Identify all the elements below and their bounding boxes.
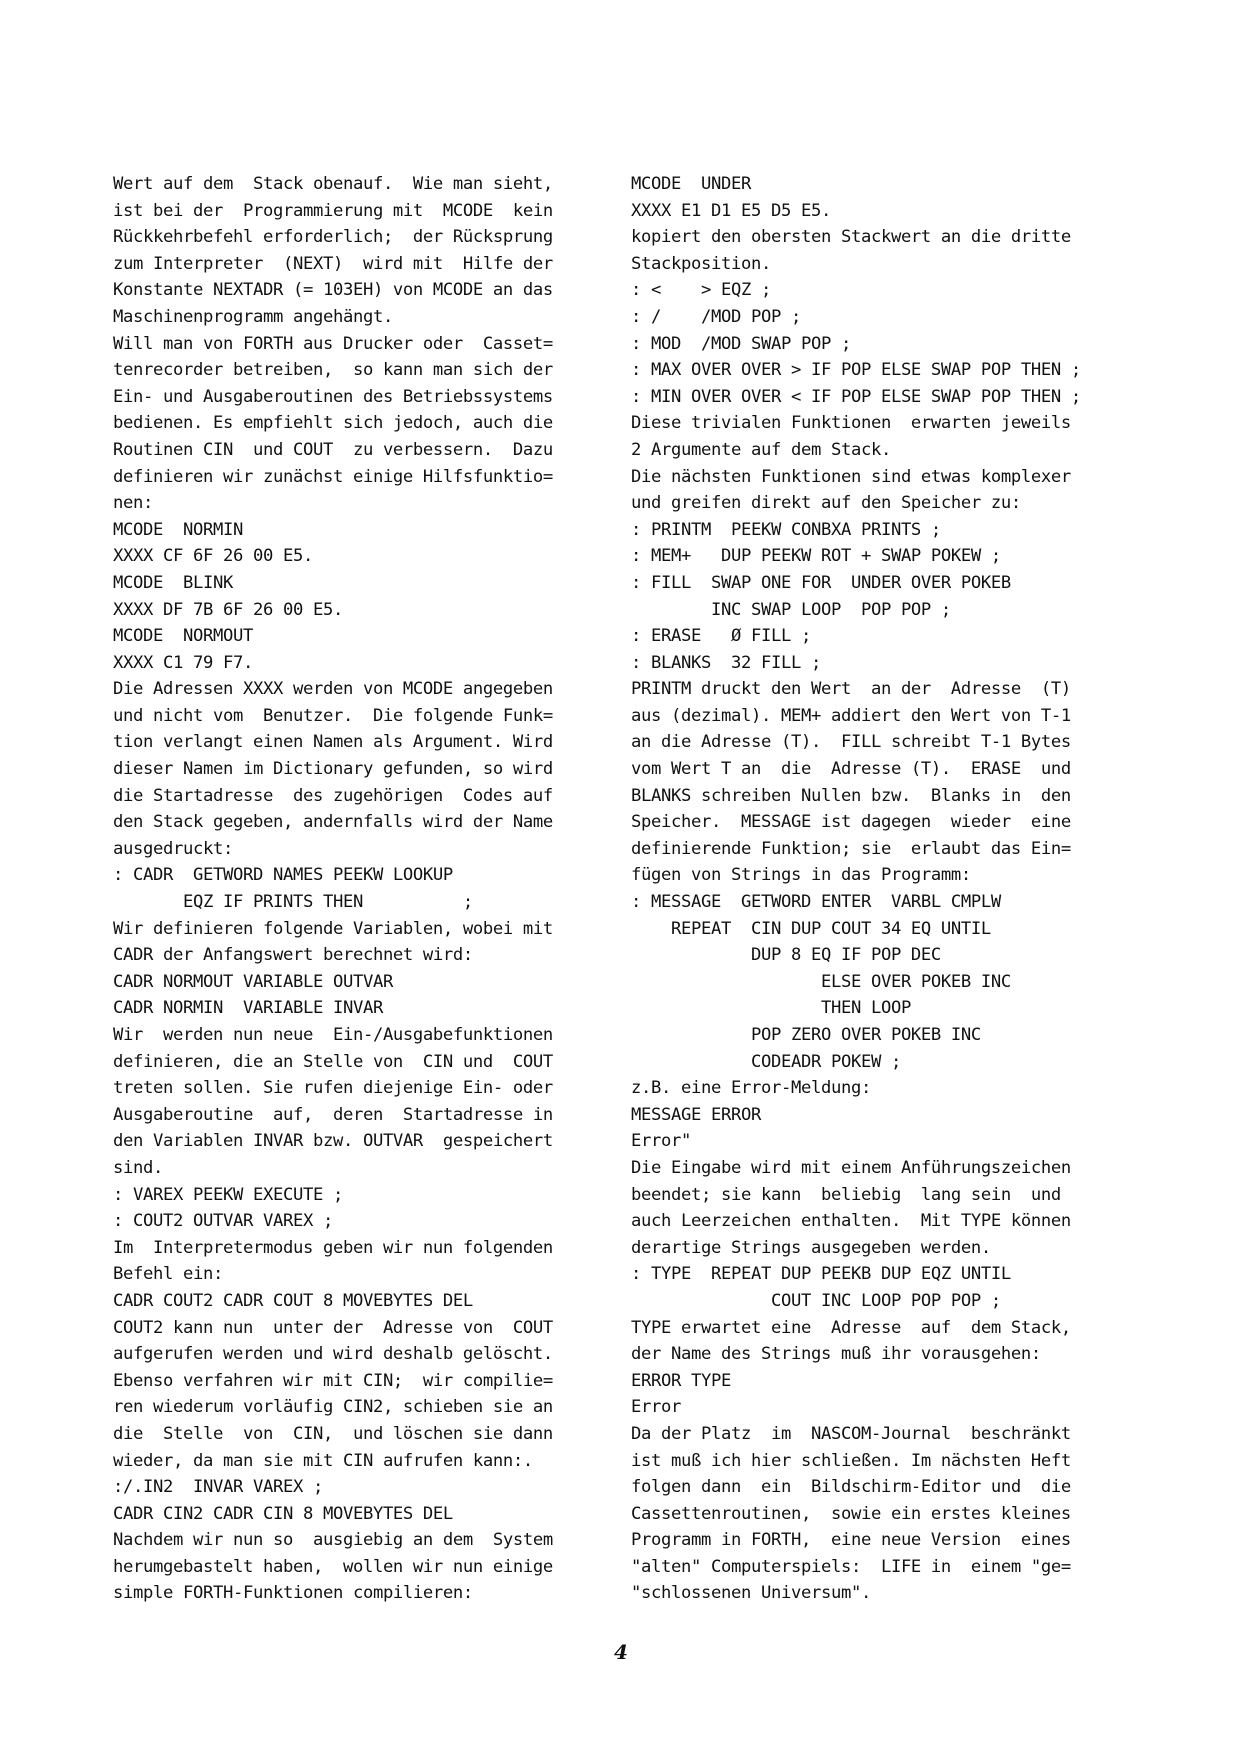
- text-line: Ein- und Ausgaberoutinen des Betriebssystems: [113, 386, 553, 407]
- text-line: : MESSAGE GETWORD ENTER VARBL CMPLW: [631, 892, 1001, 913]
- text-line: :/.IN2 INVAR VAREX ;: [113, 1477, 323, 1498]
- text-line: tion verlangt einen Namen als Argument. Wird: [113, 732, 553, 753]
- text-line: COUT INC LOOP POP POP ;: [631, 1290, 1001, 1311]
- text-line: ist bei der Programmierung mit MCODE kein: [113, 200, 553, 221]
- text-line: Rückkehrbefehl erforderlich; der Rücksprung: [113, 227, 553, 248]
- text-line: und greifen direkt auf den Speicher zu:: [631, 493, 1021, 514]
- text-line: Da der Platz im NASCOM-Journal beschränkt: [631, 1423, 1071, 1444]
- text-line: : ERASE Ø FILL ;: [631, 626, 811, 647]
- text-line: POP ZERO OVER POKEB INC: [631, 1025, 981, 1045]
- text-line: definieren wir zunächst einige Hilfsfunktio=: [113, 466, 553, 487]
- text-line: dieser Namen im Dictionary gefunden, so wird: [113, 759, 553, 780]
- text-line: MESSAGE ERROR: [631, 1104, 761, 1125]
- text-line: "alten" Computerspiels: LIFE in einem "ge=: [631, 1556, 1071, 1577]
- text-line: tenrecorder betreiben, so kann man sich der: [113, 360, 553, 381]
- text-line: REPEAT CIN DUP COUT 34 EQ UNTIL: [631, 918, 991, 939]
- text-line: an die Adresse (T). FILL schreibt T-1 Bytes: [631, 732, 1071, 753]
- text-line: den Stack gegeben, andernfalls wird der Name: [113, 812, 553, 833]
- text-line: DUP 8 EQ IF POP DEC: [631, 945, 941, 966]
- text-line: BLANKS schreiben Nullen bzw. Blanks in den: [631, 785, 1071, 806]
- text-line: Befehl ein:: [113, 1264, 223, 1285]
- text-line: wieder, da man sie mit CIN aufrufen kann:.: [113, 1450, 533, 1471]
- text-line: definieren, die an Stelle von CIN und COUT: [113, 1051, 553, 1072]
- text-line: derartige Strings ausgegeben werden.: [631, 1237, 991, 1258]
- text-line: kopiert den obersten Stackwert an die dritte: [631, 227, 1071, 248]
- left-column: [113, 171, 613, 1607]
- text-line: fügen von Strings in das Programm:: [631, 865, 971, 886]
- text-line: Konstante NEXTADR (= 103EH) von MCODE an das: [113, 280, 553, 301]
- text-line: ERROR TYPE: [631, 1370, 731, 1391]
- text-line: Will man von FORTH aus Drucker oder Casset=: [113, 333, 553, 354]
- text-line: die Stelle von CIN, und löschen sie dann: [113, 1423, 553, 1444]
- text-line: ELSE OVER POKEB INC: [631, 971, 1011, 992]
- text-line: den Variablen INVAR bzw. OUTVAR gespeichert: [113, 1131, 553, 1152]
- text-line: : TYPE REPEAT DUP PEEKB DUP EQZ UNTIL: [631, 1264, 1011, 1285]
- text-line: CODEADR POKEW ;: [631, 1051, 901, 1072]
- text-line: MCODE NORMIN: [113, 519, 243, 540]
- text-line: Ausgaberoutine auf, deren Startadresse in: [113, 1104, 553, 1125]
- text-line: XXXX C1 79 F7.: [113, 652, 253, 673]
- text-line: die Startadresse des zugehörigen Codes auf: [113, 785, 553, 806]
- text-line: CADR NORMOUT VARIABLE OUTVAR: [113, 971, 393, 992]
- text-line: : COUT2 OUTVAR VAREX ;: [113, 1211, 333, 1232]
- text-line: XXXX CF 6F 26 00 E5.: [113, 546, 313, 567]
- text-line: : PRINTM PEEKW CONBXA PRINTS ;: [631, 519, 941, 540]
- text-line: 2 Argumente auf dem Stack.: [631, 439, 891, 460]
- text-line: Maschinenprogramm angehängt.: [113, 306, 393, 327]
- text-line: Die Adressen XXXX werden von MCODE angegeben: [113, 679, 553, 700]
- text-line: MCODE BLINK: [113, 572, 233, 593]
- text-line: "schlossenen Universum".: [631, 1583, 871, 1604]
- text-line: z.B. eine Error-Meldung:: [631, 1078, 871, 1099]
- text-line: EQZ IF PRINTS THEN ;: [113, 892, 473, 913]
- text-line: : MIN OVER OVER < IF POP ELSE SWAP POP THEN ;: [631, 386, 1081, 407]
- text-line: CADR COUT2 CADR COUT 8 MOVEBYTES DEL: [113, 1290, 473, 1311]
- text-line: Speicher. MESSAGE ist dagegen wieder eine: [631, 812, 1071, 833]
- text-line: : / /MOD POP ;: [631, 306, 801, 327]
- text-line: : BLANKS 32 FILL ;: [631, 652, 821, 673]
- text-line: Im Interpretermodus geben wir nun folgenden: [113, 1237, 553, 1258]
- text-line: COUT2 kann nun unter der Adresse von COUT: [113, 1317, 553, 1338]
- text-line: Nachdem wir nun so ausgiebig an dem System: [113, 1530, 553, 1551]
- text-line: ren wiederum vorläufig CIN2, schieben sie an: [113, 1397, 553, 1418]
- text-line: : < > EQZ ;: [631, 280, 771, 301]
- text-line: simple FORTH-Funktionen compilieren:: [113, 1583, 473, 1604]
- text-line: auch Leerzeichen enthalten. Mit TYPE können: [631, 1211, 1071, 1232]
- text-line: MCODE UNDER: [631, 174, 751, 194]
- text-line: vom Wert T an die Adresse (T). ERASE und: [631, 759, 1071, 780]
- text-line: bedienen. Es empfiehlt sich jedoch, auch die: [113, 413, 553, 434]
- text-line: Ebenso verfahren wir mit CIN; wir compilie=: [113, 1370, 553, 1391]
- text-line: TYPE erwartet eine Adresse auf dem Stack,: [631, 1317, 1071, 1338]
- text-line: : VAREX PEEKW EXECUTE ;: [113, 1184, 343, 1205]
- text-line: : MOD /MOD SWAP POP ;: [631, 333, 851, 354]
- text-line: CADR NORMIN VARIABLE INVAR: [113, 998, 383, 1019]
- text-line: Diese trivialen Funktionen erwarten jeweils: [631, 413, 1071, 434]
- text-line: : MAX OVER OVER > IF POP ELSE SWAP POP THEN ;: [631, 360, 1081, 381]
- text-line: XXXX DF 7B 6F 26 00 E5.: [113, 599, 343, 620]
- text-line: und nicht vom Benutzer. Die folgende Funk=: [113, 705, 553, 726]
- text-line: MCODE NORMOUT: [113, 626, 253, 647]
- text-line: folgen dann ein Bildschirm-Editor und die: [631, 1477, 1071, 1498]
- right-column: [631, 171, 1111, 1607]
- text-line: Error": [631, 1131, 691, 1152]
- text-line: herumgebastelt haben, wollen wir nun einige: [113, 1556, 553, 1577]
- text-line: Wir definieren folgende Variablen, wobei mit: [113, 918, 553, 939]
- text-line: : FILL SWAP ONE FOR UNDER OVER POKEB: [631, 572, 1011, 593]
- text-line: Wert auf dem Stack obenauf. Wie man sieht,: [113, 174, 553, 194]
- text-line: : MEM+ DUP PEEKW ROT + SWAP POKEW ;: [631, 546, 1001, 567]
- text-line: aufgerufen werden und wird deshalb gelöscht.: [113, 1344, 553, 1365]
- text-line: Die nächsten Funktionen sind etwas komplexer: [631, 466, 1071, 487]
- text-line: sind.: [113, 1157, 163, 1178]
- page-number: 4: [614, 1640, 628, 1664]
- text-line: Wir werden nun neue Ein-/Ausgabefunktionen: [113, 1025, 553, 1045]
- text-line: XXXX E1 D1 E5 D5 E5.: [631, 200, 831, 221]
- text-line: Programm in FORTH, eine neue Version eines: [631, 1530, 1071, 1551]
- text-line: nen:: [113, 493, 153, 514]
- text-line: Stackposition.: [631, 253, 771, 274]
- text-line: CADR der Anfangswert berechnet wird:: [113, 945, 473, 966]
- text-line: der Name des Strings muß ihr vorausgehen:: [631, 1344, 1041, 1365]
- text-line: INC SWAP LOOP POP POP ;: [631, 599, 951, 620]
- text-line: beendet; sie kann beliebig lang sein und: [631, 1184, 1061, 1205]
- text-line: : CADR GETWORD NAMES PEEKW LOOKUP: [113, 865, 453, 886]
- text-line: ausgedruckt:: [113, 838, 233, 859]
- text-line: definierende Funktion; sie erlaubt das Ein=: [631, 838, 1071, 859]
- text-line: PRINTM druckt den Wert an der Adresse (T): [631, 679, 1071, 700]
- text-line: THEN LOOP: [631, 998, 911, 1019]
- text-line: ist muß ich hier schließen. Im nächsten Heft: [631, 1450, 1071, 1471]
- text-line: Routinen CIN und COUT zu verbessern. Dazu: [113, 439, 553, 460]
- text-line: treten sollen. Sie rufen diejenige Ein- oder: [113, 1078, 553, 1099]
- text-line: Cassettenroutinen, sowie ein erstes kleines: [631, 1503, 1071, 1524]
- text-line: CADR CIN2 CADR CIN 8 MOVEBYTES DEL: [113, 1503, 453, 1524]
- text-line: Error: [631, 1397, 681, 1418]
- text-line: zum Interpreter (NEXT) wird mit Hilfe der: [113, 253, 553, 274]
- text-line: Die Eingabe wird mit einem Anführungszeichen: [631, 1157, 1071, 1178]
- text-line: aus (dezimal). MEM+ addiert den Wert von T-1: [631, 705, 1071, 726]
